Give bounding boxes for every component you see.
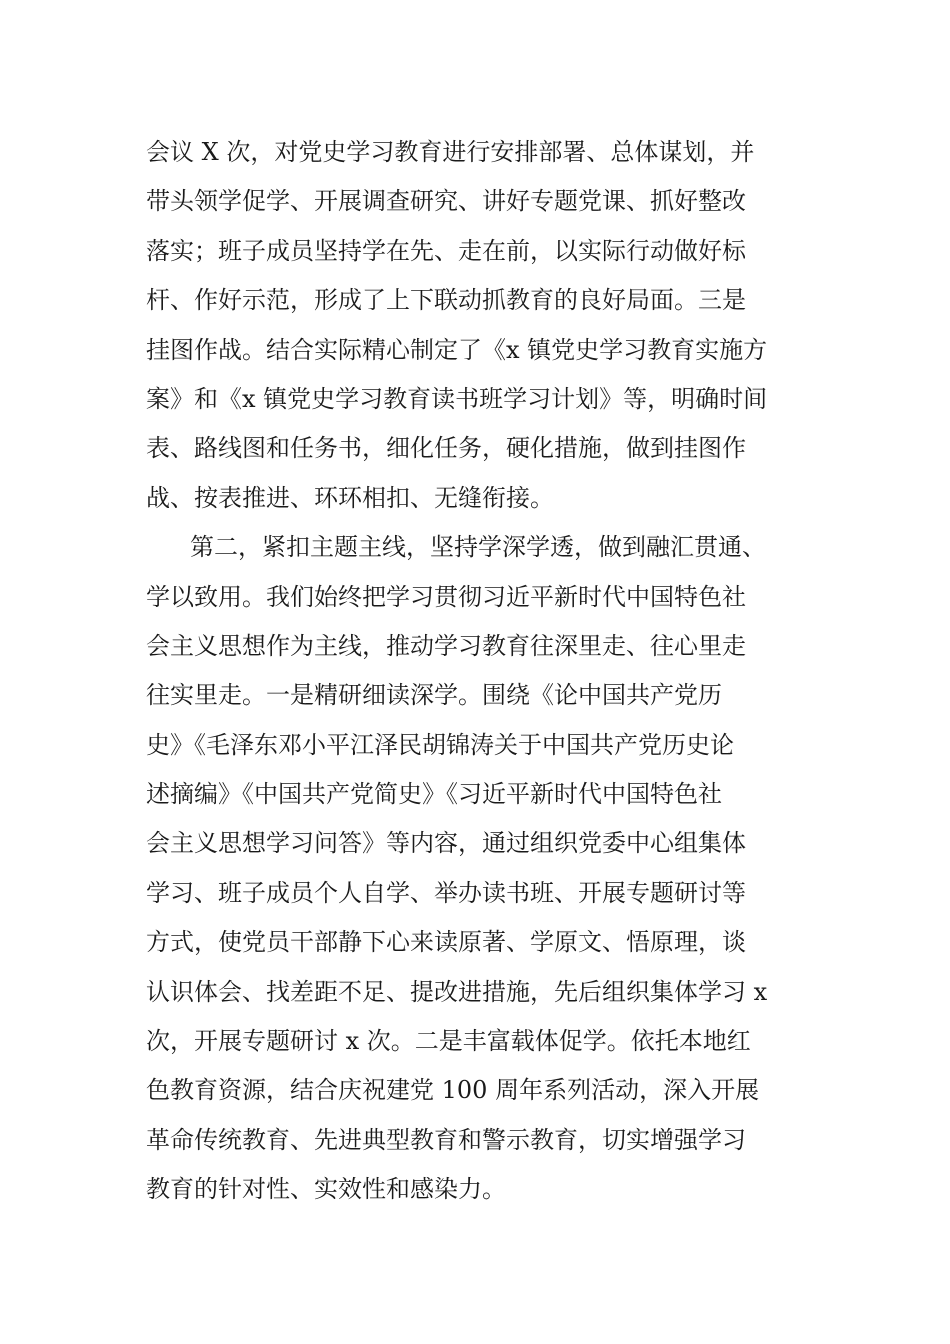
text-line: 认识体会、找差距不足、提改进措施，先后组织集体学习 x [146, 977, 768, 1006]
text-line: 教育的针对性、实效性和感染力。 [146, 1175, 506, 1204]
text-line-first: 第二，紧扣主题主线，坚持学深学透，做到融汇贯通、 [190, 533, 766, 562]
body-text [146, 128, 812, 1215]
text-line: 方式，使党员干部静下心来读原著、学原文、悟原理，谈 [146, 928, 746, 957]
text-line: 会主义思想作为主线，推动学习教育往深里走、往心里走 [146, 631, 746, 660]
text-line: 带头领学促学、开展调查研究、讲好专题党课、抓好整改 [146, 187, 746, 216]
text-line: 战、按表推进、环环相扣、无缝衔接。 [146, 483, 554, 512]
paragraph-continuation [146, 128, 812, 523]
text-line: 杆、作好示范，形成了上下联动抓教育的良好局面。三是 [146, 286, 746, 315]
text-line: 挂图作战。结合实际精心制定了《x 镇党史学习教育实施方 [146, 335, 768, 364]
text-line: 会主义思想学习问答》等内容，通过组织党委中心组集体 [146, 829, 746, 858]
text-line: 次，开展专题研讨 x 次。二是丰富载体促学。依托本地红 [146, 1027, 751, 1056]
text-line: 会议 X 次，对党史学习教育进行安排部署、总体谋划，并 [146, 138, 755, 166]
text-line: 述摘编》《中国共产党简史》《习近平新时代中国特色社 [146, 780, 722, 809]
text-line: 革命传统教育、先进典型教育和警示教育，切实增强学习 [146, 1125, 746, 1154]
text-line: 落实；班子成员坚持学在先、走在前，以实际行动做好标 [146, 236, 746, 265]
text-line: 色教育资源，结合庆祝建党 100 周年系列活动，深入开展 [146, 1076, 760, 1105]
text-line: 学以致用。我们始终把学习贯彻习近平新时代中国特色社 [146, 582, 746, 611]
text-line: 往实里走。一是精研细读深学。围绕《论中国共产党历 [146, 681, 722, 710]
text-line: 表、路线图和任务书，细化任务，硬化措施，做到挂图作 [146, 434, 746, 463]
text-line: 史》《毛泽东邓小平江泽民胡锦涛关于中国共产党历史论 [146, 730, 734, 759]
text-line: 案》和《x 镇党史学习教育读书班学习计划》等，明确时间 [146, 384, 768, 413]
paragraph-second [146, 523, 812, 1214]
text-line: 学习、班子成员个人自学、举办读书班、开展专题研讨等 [146, 878, 746, 907]
